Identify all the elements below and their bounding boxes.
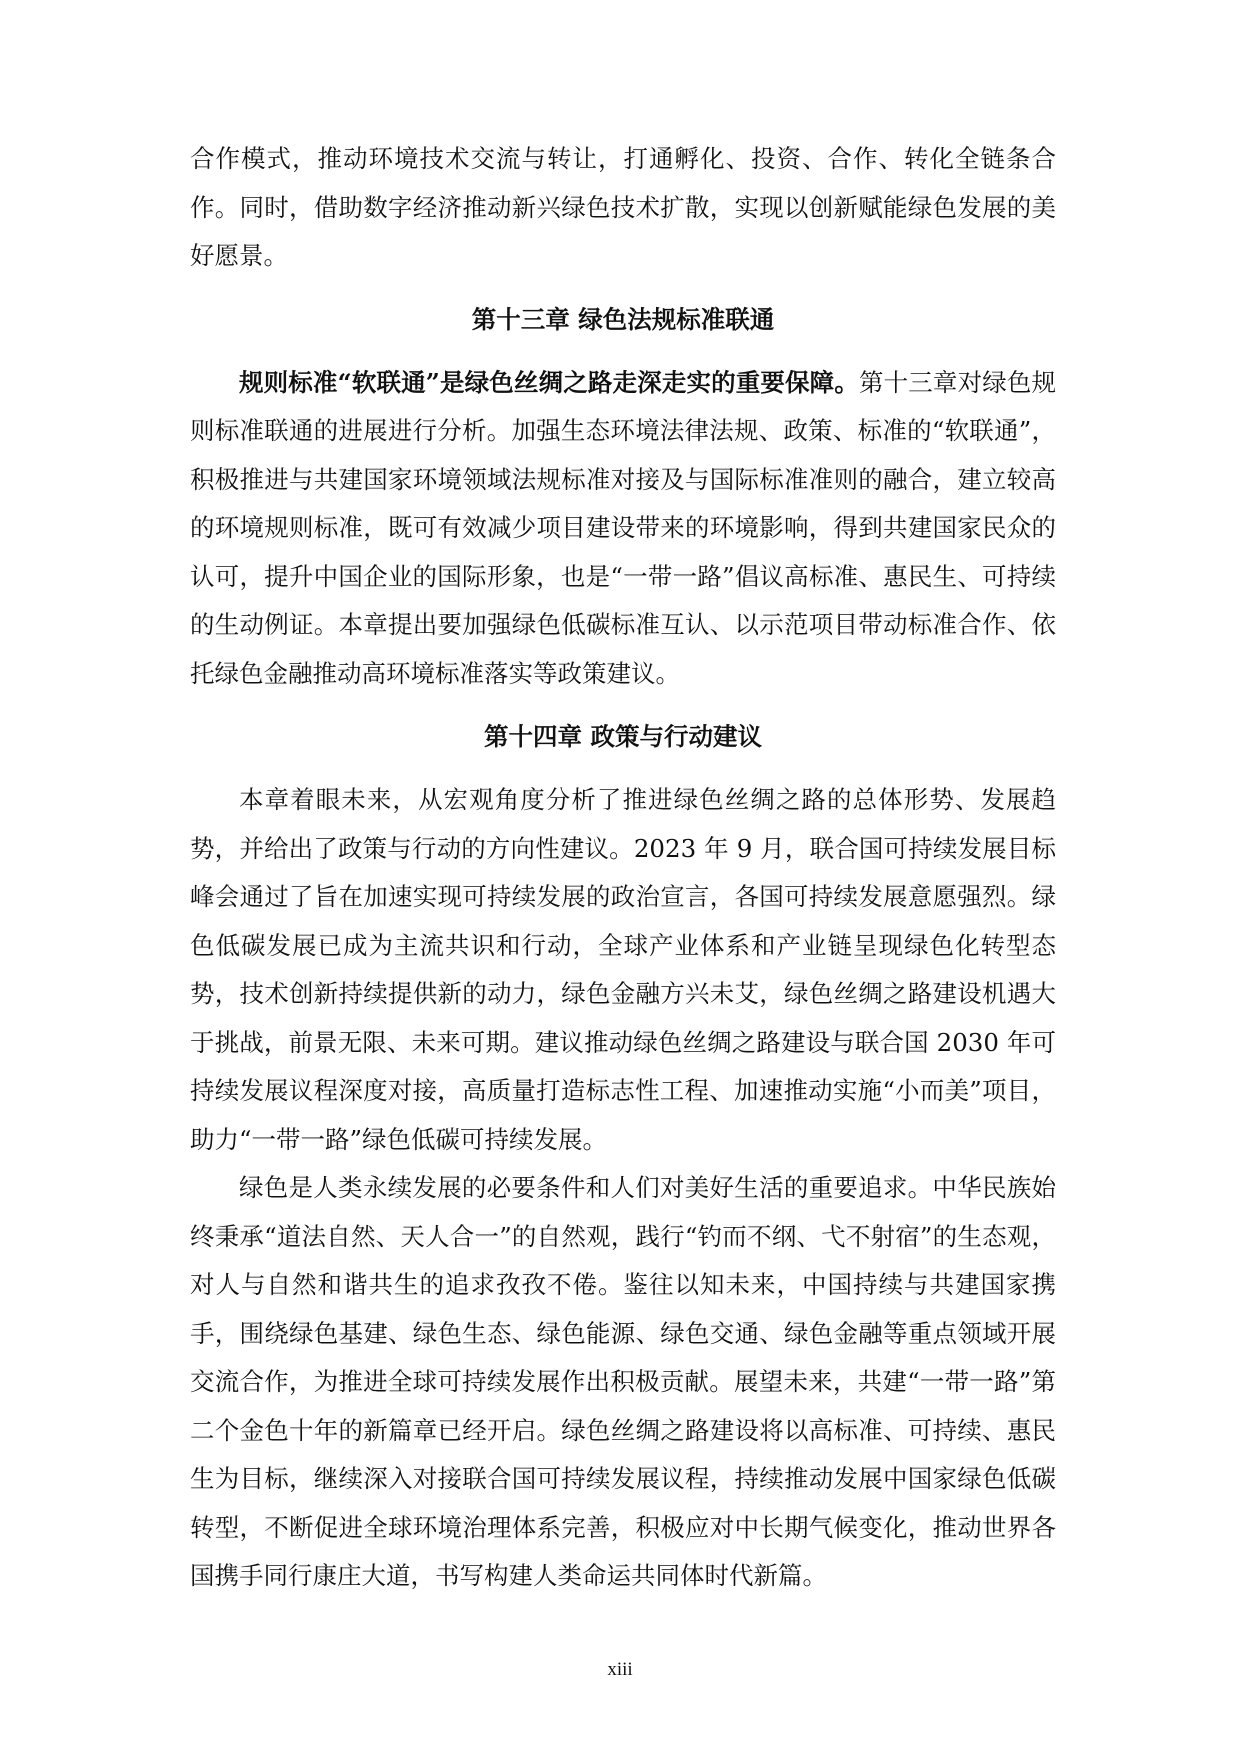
paragraph-conclusion: 绿色是人类永续发展的必要条件和人们对美好生活的重要追求。中华民族始终秉承“道法自然、天人合一”的自然观，践行“钓而不纲、弋不射宿”的生态观，对人与自然和谐共生的追求孜孜不倦。鉴往以知未来，中国持续与共建国家携手，围绕绿色基建、绿色生态、绿色能源、绿色交通、绿色金融等重点领域开展交流合作，为推进全球可持续发展作出积极贡献。展望未来，共建“一带一路”第二个金色十年的新篇章已经开启。绿色丝绸之路建设将以高标准、可持续、惠民生为目标，继续深入对接联合国可持续发展议程，持续推动发展中国家绿色低碳转型，不断促进全球环境治理体系完善，积极应对中长期气候变化，推动世界各国携手同行康庄大道，书写构建人类命运共同体时代新篇。	[190, 1173, 1056, 1590]
page-number: xiii	[607, 1659, 633, 1680]
paragraph-body: 第十三章对绿色规则标准联通的进展进行分析。加强生态环境法律法规、政策、标准的“软联通”，积极推进与共建国家环境领域法规标准对接及与国际标准准则的融合，建立较高的环境规则标准，既可有效减少项目建设带来的环境影响，得到共建国家民众的认可，提升中国企业的国际形象，也是“一带一路”倡议高标准、惠民生、可持续的生动例证。本章提出要加强绿色低碳标准互认、以示范项目带动标准合作、依托绿色金融推动高环境标准落实等政策建议。	[190, 367, 1057, 688]
paragraph-chapter-13-summary	[190, 359, 1056, 699]
paragraph-lead-bold: 规则标准“软联通”是绿色丝绸之路走深走实的重要保障。	[239, 367, 859, 397]
chapter-13-heading: 第十三章 绿色法规标准联通	[471, 304, 775, 334]
document-body	[190, 135, 1056, 1601]
paragraph-chapter-14-summary: 本章着眼未来，从宏观角度分析了推进绿色丝绸之路的总体形势、发展趋势，并给出了政策与行动的方向性建议。2023 年 9 月，联合国可持续发展目标峰会通过了旨在加速实现可持续发展的政治宣言，各国可持续发展意愿强烈。绿色低碳发展已成为主流共识和行动，全球产业体系和产业链呈现绿色化转型态势，技术创新持续提供新的动力，绿色金融方兴未艾，绿色丝绸之路建设机遇大于挑战，前景无限、未来可期。建议推动绿色丝绸之路建设与联合国 2030 年可持续发展议程深度对接，高质量打造标志性工程、加速推动实施“小而美”项目，助力“一带一路”绿色低碳可持续发展。	[190, 785, 1056, 1154]
paragraph-continuation: 合作模式，推动环境技术交流与转让，打通孵化、投资、合作、转化全链条合作。同时，借助数字经济推动新兴绿色技术扩散，实现以创新赋能绿色发展的美好愿景。	[190, 144, 1056, 270]
chapter-14-heading: 第十四章 政策与行动建议	[483, 722, 763, 751]
